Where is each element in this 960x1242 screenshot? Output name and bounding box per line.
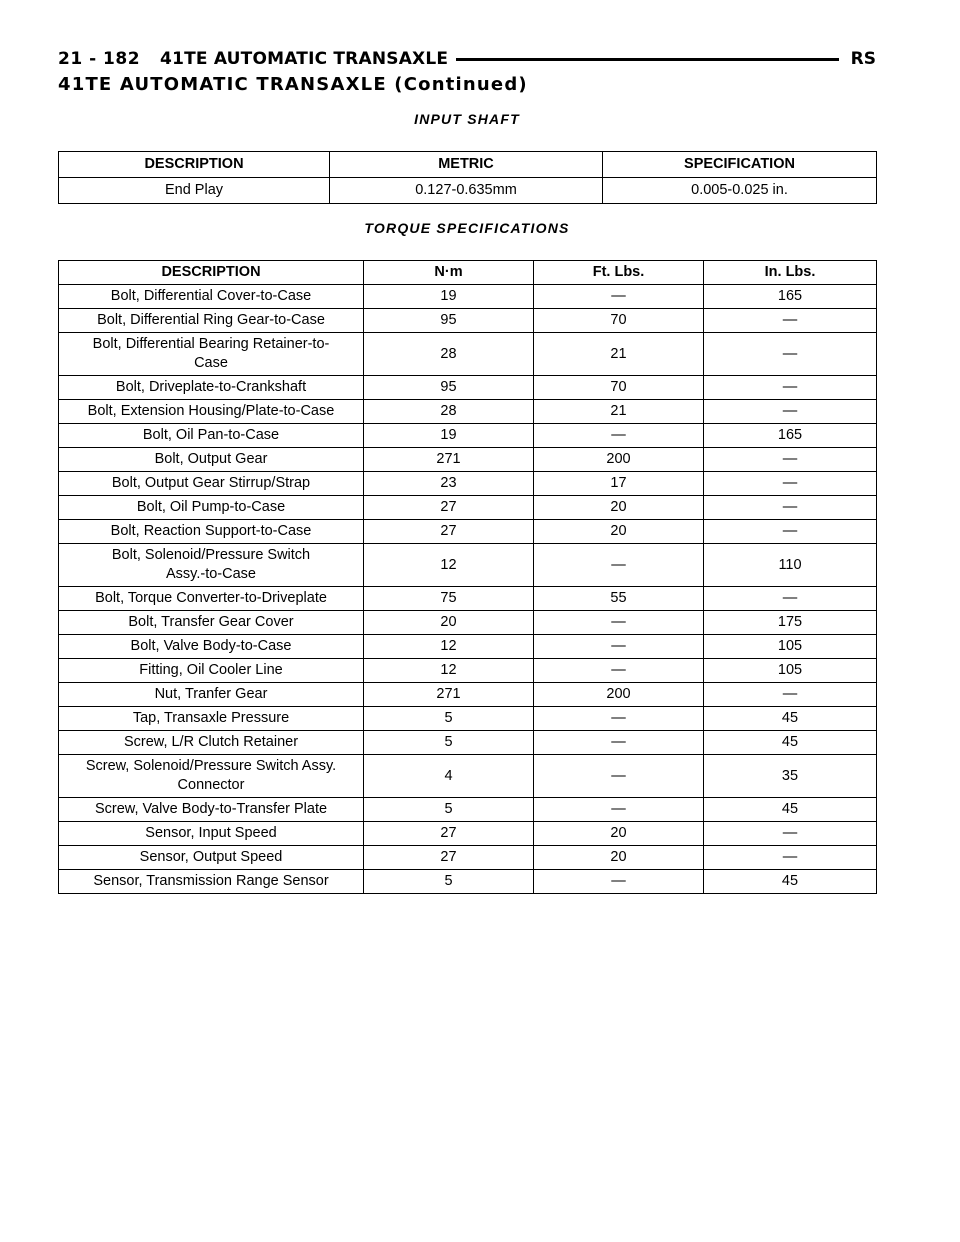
fastener-description-cell: Bolt, Oil Pan-to-Case: [59, 424, 364, 448]
torque-value-cell: 95: [364, 376, 534, 400]
torque-value-cell: 20: [534, 520, 704, 544]
table-row: [59, 846, 877, 870]
torque-value-cell: —: [534, 611, 704, 635]
torque-value-cell: 45: [704, 798, 877, 822]
torque-value-cell: —: [704, 520, 877, 544]
torque-value-cell: 27: [364, 520, 534, 544]
torque-value-cell: 12: [364, 659, 534, 683]
torque-value-cell: —: [704, 376, 877, 400]
fastener-description-cell: Bolt, Driveplate-to-Crankshaft: [59, 376, 364, 400]
torque-value-cell: 12: [364, 635, 534, 659]
fastener-description-cell: Nut, Tranfer Gear: [59, 683, 364, 707]
table-row: [59, 309, 877, 333]
torque-value-cell: 5: [364, 870, 534, 894]
torque-value-cell: —: [534, 707, 704, 731]
fastener-description-cell: Bolt, Differential Ring Gear-to-Case: [59, 309, 364, 333]
table-row: [59, 448, 877, 472]
fastener-description-cell: Fitting, Oil Cooler Line: [59, 659, 364, 683]
torque-value-cell: 28: [364, 400, 534, 424]
table-row: [59, 587, 877, 611]
running-section-title: 41TE AUTOMATIC TRANSAXLE: [160, 49, 449, 69]
torque-value-cell: 5: [364, 707, 534, 731]
column-header-metric: METRIC: [330, 152, 603, 178]
torque-value-cell: 17: [534, 472, 704, 496]
table-row: [59, 178, 877, 204]
column-header-description: DESCRIPTION: [59, 152, 330, 178]
torque-value-cell: —: [704, 822, 877, 846]
fastener-description-cell: Bolt, Oil Pump-to-Case: [59, 496, 364, 520]
torque-value-cell: 271: [364, 683, 534, 707]
torque-value-cell: 20: [364, 611, 534, 635]
torque-value-cell: 165: [704, 285, 877, 309]
torque-value-cell: 19: [364, 424, 534, 448]
torque-value-cell: 105: [704, 635, 877, 659]
section-heading: 41TE AUTOMATIC TRANSAXLE (Continued): [58, 74, 528, 95]
fastener-description-cell: Bolt, Output Gear Stirrup/Strap: [59, 472, 364, 496]
table-row: [59, 822, 877, 846]
table-row: [59, 611, 877, 635]
torque-value-cell: 5: [364, 798, 534, 822]
table-row: [59, 731, 877, 755]
input-shaft-table: [58, 151, 877, 204]
table-row: [59, 400, 877, 424]
fastener-description-cell: Bolt, Extension Housing/Plate-to-Case: [59, 400, 364, 424]
column-header-newton-meters: N·m: [364, 261, 534, 285]
torque-value-cell: 110: [704, 544, 877, 587]
torque-value-cell: 35: [704, 755, 877, 798]
torque-value-cell: 21: [534, 400, 704, 424]
column-header-specification: SPECIFICATION: [603, 152, 877, 178]
fastener-description-cell: Bolt, Differential Cover-to-Case: [59, 285, 364, 309]
table-cell: End Play: [59, 178, 330, 204]
torque-value-cell: —: [534, 798, 704, 822]
torque-value-cell: 23: [364, 472, 534, 496]
torque-value-cell: —: [704, 496, 877, 520]
fastener-description-cell: Tap, Transaxle Pressure: [59, 707, 364, 731]
table-cell: 0.127-0.635mm: [330, 178, 603, 204]
torque-value-cell: 12: [364, 544, 534, 587]
torque-value-cell: 165: [704, 424, 877, 448]
fastener-description-cell: Sensor, Input Speed: [59, 822, 364, 846]
torque-value-cell: —: [534, 544, 704, 587]
table-row: [59, 707, 877, 731]
torque-value-cell: 75: [364, 587, 534, 611]
column-header-inch-pounds: In. Lbs.: [704, 261, 877, 285]
table-row: [59, 376, 877, 400]
torque-value-cell: 271: [364, 448, 534, 472]
torque-value-cell: 27: [364, 846, 534, 870]
torque-value-cell: 21: [534, 333, 704, 376]
torque-value-cell: —: [704, 448, 877, 472]
torque-value-cell: 20: [534, 822, 704, 846]
torque-value-cell: —: [704, 333, 877, 376]
model-code: RS: [850, 49, 876, 69]
torque-value-cell: 27: [364, 496, 534, 520]
torque-value-cell: —: [534, 755, 704, 798]
fastener-description-cell: Bolt, Valve Body-to-Case: [59, 635, 364, 659]
table-cell: 0.005-0.025 in.: [603, 178, 877, 204]
torque-value-cell: —: [534, 635, 704, 659]
fastener-description-cell: Screw, Valve Body-to-Transfer Plate: [59, 798, 364, 822]
fastener-description-cell: Screw, L/R Clutch Retainer: [59, 731, 364, 755]
torque-value-cell: —: [704, 472, 877, 496]
torque-value-cell: 70: [534, 309, 704, 333]
torque-value-cell: 200: [534, 683, 704, 707]
fastener-description-cell: Bolt, Torque Converter-to-Driveplate: [59, 587, 364, 611]
fastener-description-cell: Bolt, Transfer Gear Cover: [59, 611, 364, 635]
table-row: [59, 333, 877, 376]
input-shaft-caption: INPUT SHAFT: [414, 111, 520, 127]
torque-value-cell: —: [704, 309, 877, 333]
table-row: [59, 424, 877, 448]
torque-value-cell: 55: [534, 587, 704, 611]
torque-value-cell: 175: [704, 611, 877, 635]
torque-value-cell: 200: [534, 448, 704, 472]
torque-value-cell: —: [534, 870, 704, 894]
fastener-description-cell: Bolt, Differential Bearing Retainer-to- Case: [59, 333, 364, 376]
table-row: [59, 520, 877, 544]
table-row: [59, 544, 877, 587]
torque-value-cell: 27: [364, 822, 534, 846]
table-header-row: [59, 152, 877, 178]
torque-value-cell: 45: [704, 707, 877, 731]
torque-value-cell: 95: [364, 309, 534, 333]
column-header-foot-pounds: Ft. Lbs.: [534, 261, 704, 285]
table-row: [59, 870, 877, 894]
torque-value-cell: 19: [364, 285, 534, 309]
torque-value-cell: 45: [704, 870, 877, 894]
torque-value-cell: —: [704, 587, 877, 611]
table-row: [59, 798, 877, 822]
page-number: 21 - 182: [58, 49, 141, 69]
torque-value-cell: 28: [364, 333, 534, 376]
torque-value-cell: 20: [534, 846, 704, 870]
running-header: [58, 46, 876, 72]
torque-value-cell: —: [534, 424, 704, 448]
fastener-description-cell: Screw, Solenoid/Pressure Switch Assy. Connector: [59, 755, 364, 798]
table-row: [59, 755, 877, 798]
torque-value-cell: —: [704, 846, 877, 870]
torque-value-cell: 105: [704, 659, 877, 683]
table-row: [59, 285, 877, 309]
fastener-description-cell: Sensor, Output Speed: [59, 846, 364, 870]
torque-value-cell: 20: [534, 496, 704, 520]
torque-value-cell: —: [534, 731, 704, 755]
table-row: [59, 496, 877, 520]
column-header-description: DESCRIPTION: [59, 261, 364, 285]
table-row: [59, 635, 877, 659]
torque-value-cell: —: [534, 659, 704, 683]
fastener-description-cell: Bolt, Reaction Support-to-Case: [59, 520, 364, 544]
fastener-description-cell: Bolt, Solenoid/Pressure Switch Assy.-to-Case: [59, 544, 364, 587]
torque-specifications-table: [58, 260, 877, 894]
torque-value-cell: —: [704, 683, 877, 707]
torque-value-cell: 45: [704, 731, 877, 755]
torque-value-cell: 4: [364, 755, 534, 798]
torque-value-cell: —: [704, 400, 877, 424]
table-row: [59, 683, 877, 707]
torque-table-body: [59, 285, 877, 894]
table-row: [59, 659, 877, 683]
torque-value-cell: 70: [534, 376, 704, 400]
table-row: [59, 472, 877, 496]
torque-value-cell: —: [534, 285, 704, 309]
fastener-description-cell: Bolt, Output Gear: [59, 448, 364, 472]
table-header-row: [59, 261, 877, 285]
header-rule: [456, 58, 838, 61]
fastener-description-cell: Sensor, Transmission Range Sensor: [59, 870, 364, 894]
torque-value-cell: 5: [364, 731, 534, 755]
torque-specifications-caption: TORQUE SPECIFICATIONS: [364, 220, 570, 236]
